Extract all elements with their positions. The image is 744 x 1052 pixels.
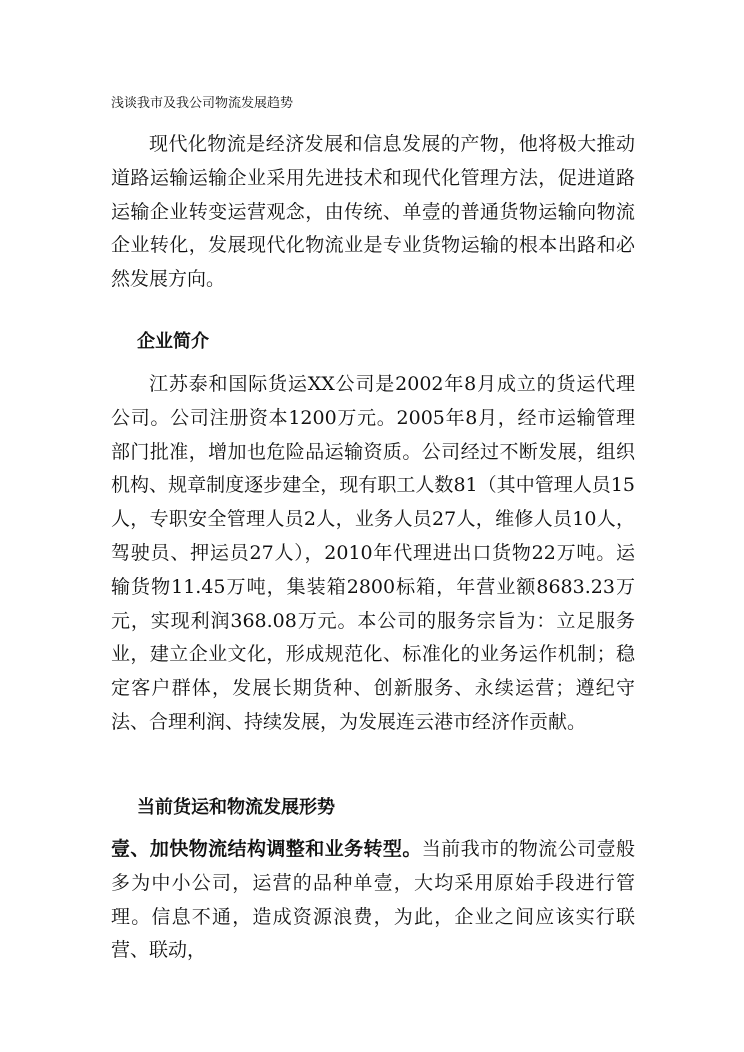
paragraph-body-text: 当前我市的物流公司壹般多为中小公司，运营的品种单壹，大均采用原始手段进行管理。信息不通，造成资源浪费，为此，企业之间应该实行联营、联动， [111,838,635,962]
logistics-trends-paragraph [111,833,635,968]
company-profile-paragraph: 江苏泰和国际货运XX公司是2002年8月成立的货运代理公司。公司注册资本1200万元。2005年8月，经市运输管理部门批准，增加也危险品运输资质。公司经过不断发展，组织机构、规章制度逐步建全，现有职工人数81（其中管理人员15人，专职安全管理人员2人，业务人员27人，维修人员10人，驾驶员、押运员27人），2010年代理进出口货物22万吨。运输货物11.45万吨，集装箱2800标箱，年营业额8683.23万元，实现利润368.08万元。本公司的服务宗旨为：立足服务业，建立企业文化，形成规范化、标准化的业务运作机制；稳定客户群体，发展长期货种、创新服务、永续运营；遵纪守法、合理利润、持续发展，为发展连云港市经济作贡献。 [111,373,635,733]
paragraph-lead-heading: 壹、加快物流结构调整和业务转型。 [111,838,422,860]
section-heading-company-profile: 企业简介 [137,331,209,352]
intro-paragraph: 现代化物流是经济发展和信息发展的产物，他将极大推动道路运输运输企业采用先进技术和现代化管理方法，促进道路运输企业转变运营观念，由传统、单壹的普通货物运输向物流企业转化，发展现代化物流业是专业货物运输的根本出路和必然发展方向。 [111,133,635,291]
section-heading-logistics-trends: 当前货运和物流发展形势 [137,797,335,818]
document-title: 浅谈我市及我公司物流发展趋势 [111,96,294,111]
